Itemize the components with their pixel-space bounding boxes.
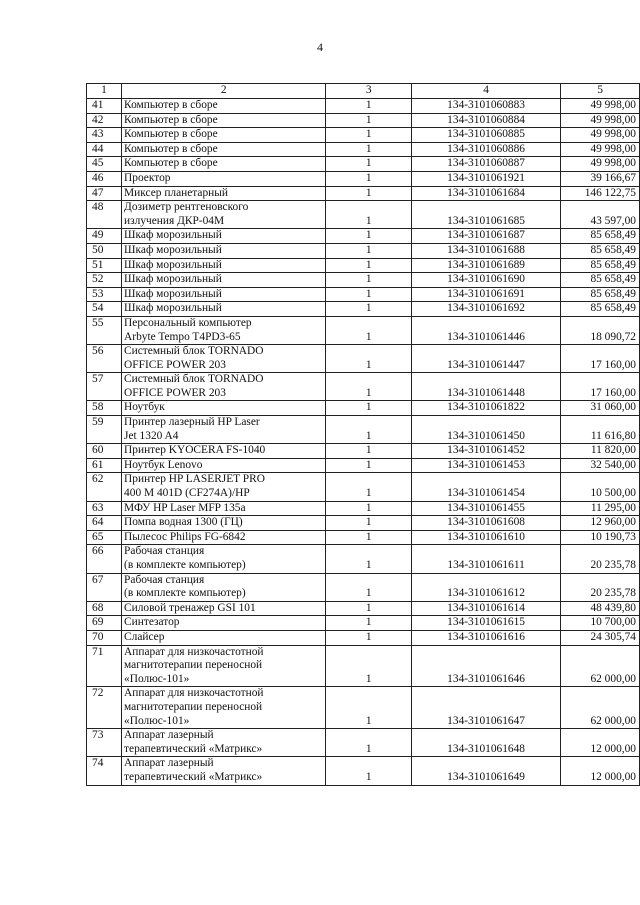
item-name — [122, 601, 326, 616]
inventory-number: 134-3101061610 — [412, 530, 561, 545]
table-row — [87, 630, 640, 645]
inventory-number: 134-3101060887 — [412, 157, 561, 172]
item-name-line: Шкаф морозильный — [124, 287, 222, 300]
item-name-line: магнитотерапии переносной — [124, 659, 263, 672]
item-name-line: Шкаф морозильный — [124, 258, 222, 271]
item-quantity: 1 — [326, 501, 412, 516]
column-number-3: 3 — [326, 84, 412, 99]
row-number: 54 — [87, 302, 122, 317]
item-quantity: 1 — [326, 302, 412, 317]
column-number-1: 1 — [87, 84, 122, 99]
item-value: 48 439,80 — [561, 601, 640, 616]
item-name-line: OFFICE POWER 203 — [124, 386, 226, 399]
item-quantity: 1 — [326, 128, 412, 143]
item-quantity: 1 — [326, 545, 412, 573]
column-number-2: 2 — [122, 84, 326, 99]
inventory-number: 134-3101061691 — [412, 287, 561, 302]
inventory-number: 134-3101061687 — [412, 229, 561, 244]
item-quantity: 1 — [326, 616, 412, 631]
item-name-line: Персональный компьютер — [124, 316, 252, 329]
item-name-line: Принтер лазерный HP Laser — [124, 416, 260, 429]
item-quantity: 1 — [326, 243, 412, 258]
item-value: 49 998,00 — [561, 99, 640, 114]
item-name-line: МФУ HP Laser MFP 135a — [124, 501, 246, 514]
item-name-line: Шкаф морозильный — [124, 229, 222, 242]
row-number: 51 — [87, 258, 122, 273]
row-number: 74 — [87, 757, 122, 785]
row-number: 66 — [87, 545, 122, 573]
item-name — [122, 201, 326, 229]
table-row — [87, 142, 640, 157]
item-name-line: терапевтический «Матрикс» — [124, 770, 263, 783]
item-name-line: Миксер планетарный — [124, 186, 229, 199]
column-number-5: 5 — [561, 84, 640, 99]
item-quantity: 1 — [326, 373, 412, 401]
item-name-line: Системный блок TORNADO — [124, 373, 264, 386]
inventory-number: 134-3101061452 — [412, 444, 561, 459]
inventory-number: 134-3101060884 — [412, 113, 561, 128]
row-number: 52 — [87, 273, 122, 288]
row-number: 65 — [87, 530, 122, 545]
table-row — [87, 186, 640, 201]
item-value: 32 540,00 — [561, 458, 640, 473]
item-value: 146 122,75 — [561, 186, 640, 201]
item-quantity: 1 — [326, 630, 412, 645]
item-name — [122, 545, 326, 573]
item-name-line: Слайсер — [124, 630, 165, 643]
row-number: 71 — [87, 645, 122, 687]
item-quantity: 1 — [326, 401, 412, 416]
row-number: 69 — [87, 616, 122, 631]
inventory-number: 134-3101061692 — [412, 302, 561, 317]
item-name-line: Компьютер в сборе — [124, 113, 218, 126]
table-row — [87, 473, 640, 501]
item-name-line: Шкаф морозильный — [124, 243, 222, 256]
item-name-line: Компьютер в сборе — [124, 157, 218, 170]
inventory-number: 134-3101061455 — [412, 501, 561, 516]
inventory-table-body — [87, 84, 640, 786]
item-value: 12 960,00 — [561, 516, 640, 531]
inventory-number: 134-3101060886 — [412, 142, 561, 157]
table-row — [87, 287, 640, 302]
item-name — [122, 630, 326, 645]
row-number: 63 — [87, 501, 122, 516]
table-row — [87, 530, 640, 545]
item-name — [122, 473, 326, 501]
item-name-line: Ноутбук Lenovo — [124, 458, 203, 471]
item-name — [122, 186, 326, 201]
item-value: 11 820,00 — [561, 444, 640, 459]
item-name — [122, 401, 326, 416]
item-name-line: Ноутбук — [124, 401, 165, 414]
item-name-line: «Полюс-101» — [124, 714, 190, 727]
item-value: 17 160,00 — [561, 345, 640, 373]
item-quantity: 1 — [326, 201, 412, 229]
item-quantity: 1 — [326, 157, 412, 172]
item-name-line: (в комплекте компьютер) — [124, 587, 246, 600]
table-row — [87, 501, 640, 516]
item-quantity: 1 — [326, 757, 412, 785]
row-number: 64 — [87, 516, 122, 531]
item-value: 62 000,00 — [561, 687, 640, 729]
row-number: 60 — [87, 444, 122, 459]
row-number: 58 — [87, 401, 122, 416]
inventory-number: 134-3101061648 — [412, 729, 561, 757]
table-row — [87, 316, 640, 344]
item-quantity: 1 — [326, 316, 412, 344]
table-row — [87, 229, 640, 244]
item-name-line: Аппарат для низкочастотной — [124, 645, 264, 658]
item-value: 85 658,49 — [561, 229, 640, 244]
item-name — [122, 258, 326, 273]
item-quantity: 1 — [326, 601, 412, 616]
row-number: 48 — [87, 201, 122, 229]
inventory-number: 134-3101061647 — [412, 687, 561, 729]
item-name — [122, 729, 326, 757]
item-name-line: Синтезатор — [124, 616, 180, 629]
row-number: 72 — [87, 687, 122, 729]
page-number: 4 — [317, 40, 323, 54]
item-value: 85 658,49 — [561, 258, 640, 273]
item-name-line: Рабочая станция — [124, 545, 205, 558]
table-row — [87, 302, 640, 317]
inventory-number: 134-3101061616 — [412, 630, 561, 645]
row-number: 62 — [87, 473, 122, 501]
item-quantity: 1 — [326, 113, 412, 128]
item-value: 49 998,00 — [561, 113, 640, 128]
item-name — [122, 501, 326, 516]
row-number: 70 — [87, 630, 122, 645]
item-name-line: магнитотерапии переносной — [124, 700, 263, 713]
item-value: 10 500,00 — [561, 473, 640, 501]
item-quantity: 1 — [326, 416, 412, 444]
item-quantity: 1 — [326, 687, 412, 729]
item-value: 49 998,00 — [561, 157, 640, 172]
inventory-number: 134-3101061615 — [412, 616, 561, 631]
row-number: 67 — [87, 573, 122, 601]
inventory-number: 134-3101061684 — [412, 186, 561, 201]
row-number: 41 — [87, 99, 122, 114]
item-value: 49 998,00 — [561, 128, 640, 143]
item-value: 10 190,73 — [561, 530, 640, 545]
item-name — [122, 645, 326, 687]
item-name — [122, 416, 326, 444]
item-value: 85 658,49 — [561, 273, 640, 288]
item-name-line: 400 M 401D (CF274A)/HP — [124, 487, 250, 500]
inventory-number: 134-3101060885 — [412, 128, 561, 143]
table-row — [87, 416, 640, 444]
table-row — [87, 201, 640, 229]
item-name-line: Шкаф морозильный — [124, 273, 222, 286]
row-number: 42 — [87, 113, 122, 128]
item-value: 20 235,78 — [561, 573, 640, 601]
row-number: 57 — [87, 373, 122, 401]
item-value: 43 597,00 — [561, 201, 640, 229]
table-row — [87, 444, 640, 459]
inventory-number: 134-3101061447 — [412, 345, 561, 373]
item-name-line: Аппарат лазерный — [124, 757, 214, 770]
item-quantity: 1 — [326, 444, 412, 459]
table-row — [87, 687, 640, 729]
item-name-line: Аппарат для низкочастотной — [124, 687, 264, 700]
item-value: 85 658,49 — [561, 302, 640, 317]
row-number: 43 — [87, 128, 122, 143]
item-name — [122, 345, 326, 373]
item-value: 17 160,00 — [561, 373, 640, 401]
item-value: 10 700,00 — [561, 616, 640, 631]
item-quantity: 1 — [326, 171, 412, 186]
inventory-number: 134-3101060883 — [412, 99, 561, 114]
table-row — [87, 757, 640, 785]
item-name-line: Аппарат лазерный — [124, 729, 214, 742]
item-name-line: Arbyte Tempo T4PD3-65 — [124, 330, 241, 343]
table-row — [87, 458, 640, 473]
inventory-number: 134-3101061453 — [412, 458, 561, 473]
table-row — [87, 171, 640, 186]
item-name-line: Jet 1320 A4 — [124, 429, 179, 442]
row-number: 44 — [87, 142, 122, 157]
item-quantity: 1 — [326, 258, 412, 273]
inventory-number: 134-3101061450 — [412, 416, 561, 444]
item-value: 49 998,00 — [561, 142, 640, 157]
item-name-line: Проектор — [124, 171, 171, 184]
table-row — [87, 99, 640, 114]
item-name-line: «Полюс-101» — [124, 672, 190, 685]
item-name-line: Пылесос Philips FG-6842 — [124, 530, 246, 543]
item-name — [122, 458, 326, 473]
row-number: 53 — [87, 287, 122, 302]
table-row — [87, 345, 640, 373]
inventory-number: 134-3101061921 — [412, 171, 561, 186]
inventory-number: 134-3101061454 — [412, 473, 561, 501]
table-row — [87, 573, 640, 601]
inventory-number: 134-3101061614 — [412, 601, 561, 616]
row-number: 56 — [87, 345, 122, 373]
inventory-number: 134-3101061690 — [412, 273, 561, 288]
item-name-line: Компьютер в сборе — [124, 142, 218, 155]
row-number: 49 — [87, 229, 122, 244]
row-number: 73 — [87, 729, 122, 757]
item-value: 39 166,67 — [561, 171, 640, 186]
item-value: 85 658,49 — [561, 287, 640, 302]
item-name-line: Шкаф морозильный — [124, 302, 222, 315]
item-value: 20 235,78 — [561, 545, 640, 573]
inventory-number: 134-3101061448 — [412, 373, 561, 401]
item-quantity: 1 — [326, 516, 412, 531]
item-name — [122, 757, 326, 785]
item-value: 12 000,00 — [561, 729, 640, 757]
item-name-line: Рабочая станция — [124, 573, 205, 586]
inventory-number: 134-3101061611 — [412, 545, 561, 573]
item-name-line: OFFICE POWER 203 — [124, 358, 226, 371]
table-row — [87, 729, 640, 757]
item-name-line: Силовой тренажер GSI 101 — [124, 601, 256, 614]
item-name — [122, 302, 326, 317]
item-value: 62 000,00 — [561, 645, 640, 687]
table-row — [87, 401, 640, 416]
item-name — [122, 157, 326, 172]
item-name — [122, 99, 326, 114]
item-name — [122, 573, 326, 601]
item-quantity: 1 — [326, 287, 412, 302]
item-quantity: 1 — [326, 229, 412, 244]
item-name-line: терапевтический «Матрикс» — [124, 742, 263, 755]
row-number: 68 — [87, 601, 122, 616]
column-number-4: 4 — [412, 84, 561, 99]
row-number: 59 — [87, 416, 122, 444]
item-quantity: 1 — [326, 458, 412, 473]
item-name-line: Помпа водная 1300 (ГЦ) — [124, 516, 243, 529]
item-name — [122, 616, 326, 631]
table-row — [87, 113, 640, 128]
item-quantity: 1 — [326, 99, 412, 114]
table-row — [87, 243, 640, 258]
row-number: 50 — [87, 243, 122, 258]
inventory-number: 134-3101061646 — [412, 645, 561, 687]
item-name-line: Компьютер в сборе — [124, 128, 218, 141]
item-name — [122, 243, 326, 258]
item-quantity: 1 — [326, 273, 412, 288]
inventory-number: 134-3101061446 — [412, 316, 561, 344]
column-number-row — [87, 84, 640, 99]
item-name — [122, 516, 326, 531]
item-value: 24 305,74 — [561, 630, 640, 645]
inventory-number: 134-3101061612 — [412, 573, 561, 601]
table-row — [87, 128, 640, 143]
item-name-line: Системный блок TORNADO — [124, 345, 264, 358]
item-quantity: 1 — [326, 645, 412, 687]
item-name-line: (в комплекте компьютер) — [124, 559, 246, 571]
item-quantity: 1 — [326, 473, 412, 501]
inventory-number: 134-3101061685 — [412, 201, 561, 229]
item-name-line: Принтер KYOCERA FS-1040 — [124, 444, 266, 457]
item-name — [122, 316, 326, 344]
inventory-number: 134-3101061688 — [412, 243, 561, 258]
item-name-line: Компьютер в сборе — [124, 99, 218, 111]
inventory-number: 134-3101061649 — [412, 757, 561, 785]
item-name — [122, 373, 326, 401]
table-row — [87, 616, 640, 631]
item-value: 31 060,00 — [561, 401, 640, 416]
item-quantity: 1 — [326, 573, 412, 601]
item-name — [122, 171, 326, 186]
item-name — [122, 142, 326, 157]
inventory-number: 134-3101061608 — [412, 516, 561, 531]
item-quantity: 1 — [326, 729, 412, 757]
row-number: 45 — [87, 157, 122, 172]
item-value: 85 658,49 — [561, 243, 640, 258]
item-value: 11 295,00 — [561, 501, 640, 516]
item-name — [122, 687, 326, 729]
table-row — [87, 601, 640, 616]
inventory-table — [86, 83, 640, 786]
row-number: 47 — [87, 186, 122, 201]
item-name — [122, 530, 326, 545]
item-name — [122, 113, 326, 128]
item-name — [122, 128, 326, 143]
item-quantity: 1 — [326, 142, 412, 157]
row-number: 46 — [87, 171, 122, 186]
row-number: 61 — [87, 458, 122, 473]
table-row — [87, 157, 640, 172]
item-name — [122, 287, 326, 302]
item-quantity: 1 — [326, 345, 412, 373]
item-value: 18 090,72 — [561, 316, 640, 344]
inventory-number: 134-3101061822 — [412, 401, 561, 416]
table-row — [87, 645, 640, 687]
item-name — [122, 229, 326, 244]
item-name — [122, 444, 326, 459]
table-row — [87, 545, 640, 573]
item-name-line: излучения ДКР-04М — [124, 214, 225, 227]
item-name-line: Дозиметр рентгеновского — [124, 201, 249, 214]
item-quantity: 1 — [326, 186, 412, 201]
table-row — [87, 258, 640, 273]
inventory-number: 134-3101061689 — [412, 258, 561, 273]
table-row — [87, 373, 640, 401]
item-name — [122, 273, 326, 288]
item-name-line: Принтер HP LASERJET PRO — [124, 473, 265, 486]
item-quantity: 1 — [326, 530, 412, 545]
item-value: 12 000,00 — [561, 757, 640, 785]
row-number: 55 — [87, 316, 122, 344]
table-row — [87, 516, 640, 531]
item-value: 11 616,80 — [561, 416, 640, 444]
table-row — [87, 273, 640, 288]
